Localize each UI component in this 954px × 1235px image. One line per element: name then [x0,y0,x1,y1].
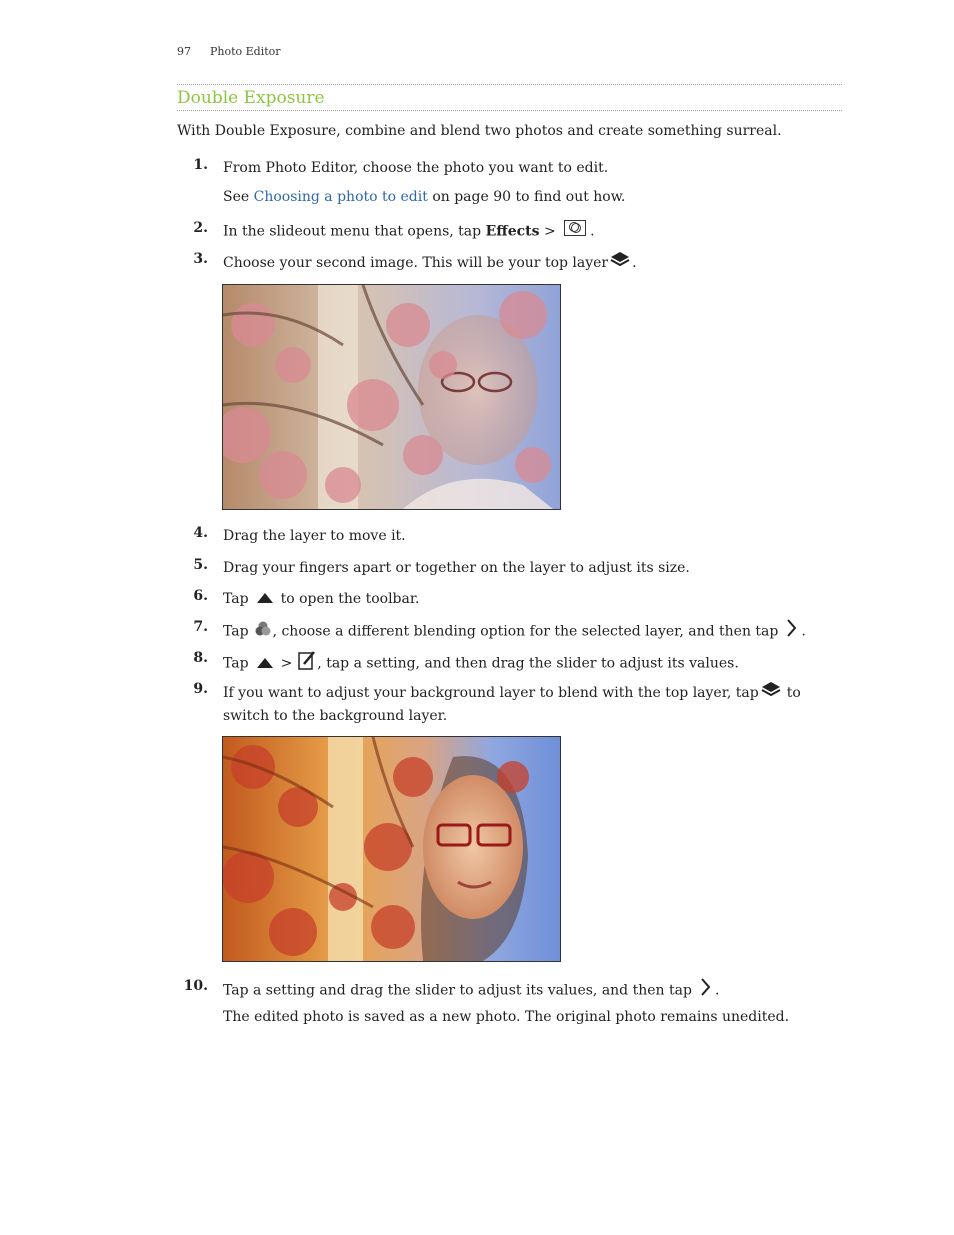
step-text [223,650,833,677]
double-exposure-example-photo-top-layer [222,284,561,510]
step-text-part: . [632,255,637,271]
step-text-part: In the slideout menu that opens, tap [223,223,486,240]
double-exposure-icon [564,220,586,243]
step-text-part: If you want to adjust your background layer to blend with the top layer, tap [223,685,759,701]
double-exposure-example-photo-background-layer [222,736,561,962]
page-header [177,45,281,58]
edit-pencil-icon [298,650,316,677]
step-number: 4. [193,525,208,541]
section-name: Photo Editor [210,45,281,58]
step-number: 1. [193,157,208,173]
step-text-part: . [714,982,720,999]
separator: > [539,223,561,240]
chevron-right-icon [786,619,797,644]
page-number: 97 [177,45,191,58]
step-number: 3. [193,251,208,267]
step-text-part: Tap [223,655,249,672]
step-text: Drag the layer to move it. [223,528,406,544]
step-text-part: , choose a different blending option for the selected layer, and then tap [272,623,779,640]
step-number: 2. [193,220,208,236]
top-divider [177,84,842,85]
note-text: See [223,189,254,205]
triangle-up-icon [257,653,273,675]
step-text [223,681,833,727]
layers-icon [610,251,630,275]
step-number: 9. [193,681,208,697]
step-number: 7. [193,619,208,635]
step-text [223,978,833,1003]
triangle-up-icon [257,588,273,610]
step-10-note: The edited photo is saved as a new photo. The original photo remains unedited. [223,1009,790,1025]
step-text [223,588,833,610]
separator: > [280,655,293,672]
step-1-note [223,189,626,205]
step-text-part: , tap a setting, and then drag the slider to adjust its values. [317,655,739,672]
step-text [223,220,833,243]
step-text-part: Tap [223,591,249,607]
blend-circles-icon [255,621,271,643]
step-number: 10. [183,978,208,994]
effects-label: Effects [485,223,540,240]
step-text-part: Tap [223,623,249,640]
step-text-part: to open the toolbar. [280,591,420,607]
step-text-part: Tap a setting and drag the slider to adjust its values, and then tap [223,982,692,999]
step-text: From Photo Editor, choose the photo you want to edit. [223,160,609,176]
step-text [223,619,833,644]
step-text-part: . [590,223,595,240]
intro-text: With Double Exposure, combine and blend two photos and create something surreal. [177,123,782,139]
page-title: Double Exposure [177,88,325,108]
chevron-right-icon [700,978,711,1003]
step-number: 8. [193,650,208,666]
step-number: 6. [193,588,208,604]
choosing-photo-link[interactable]: Choosing a photo to edit [253,189,428,205]
note-text: on page 90 to find out how. [427,189,626,205]
layers-icon [761,681,781,705]
step-text-part: . [801,623,806,640]
title-divider [177,110,842,111]
step-text: Drag your fingers apart or together on the layer to adjust its size. [223,560,690,576]
step-text-part: Choose your second image. This will be your top layer [223,255,609,271]
step-text-part: to switch to the background layer. [223,685,801,724]
step-number: 5. [193,557,208,573]
step-text [223,251,833,275]
